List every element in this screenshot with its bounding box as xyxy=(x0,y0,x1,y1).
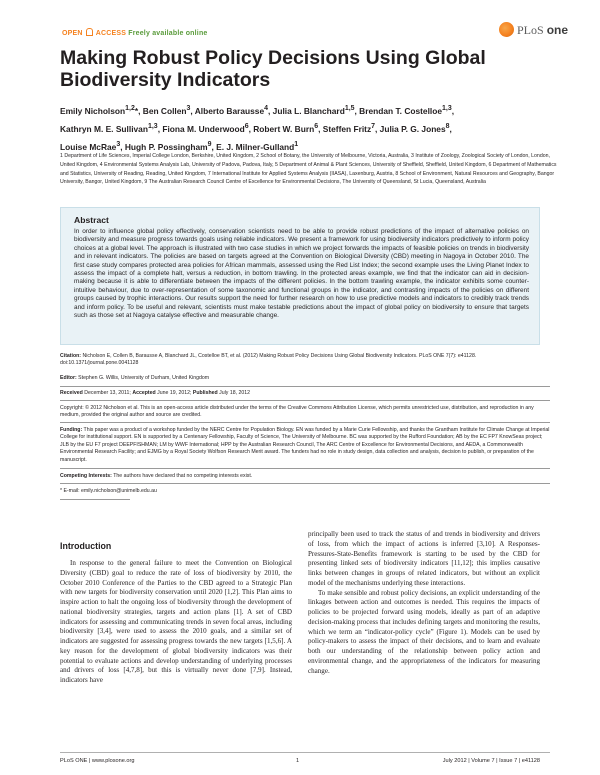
freely-available-label: Freely available online xyxy=(128,30,208,37)
copyright: Copyright: © 2012 Nicholson et al. This is an open-access article distributed under the terms of the Creative Commons Attribution License, which permits unrestricted use, distribution, and reproduction in any medium, provided the original author and source are credited. xyxy=(60,405,534,419)
citation: Citation: Nicholson E, Collen B, Barausse A, Blanchard JL, Costelloe BT, et al. (2012) Making Robust Policy Decisions Using Global Biodiversity Indicators. PLoS ONE 7(7): e41128. doi:10.1371/journal.pone.0041128 xyxy=(60,353,477,367)
intro-paragraph-2: To make sensible and robust policy decisions, an explicit understanding of the linkages between action and outcomes is needed. This requires the impacts of policies to be projected forward using models, ideally as part of an adaptive decision-making process that includes defining targets and monitoring the results, which we term an “indicator-policy cycle” (Figure 1). Models can be used by policy-makers to assess the impact of their decisions, and to learn and evaluate both our understanding of the relationship between policy action and environmental change, and the appropriateness of the indicators for measuring change. xyxy=(308,588,540,675)
introduction-heading: Introduction xyxy=(60,541,112,551)
author-list: Emily Nicholson$^{1,2}$*, Ben Collen$^3$, Alberto Barausse$^4$, Julia L. Blanchard$^{1,5}$, Brendan T. Costelloe$^{1,3}$, Kathryn M. E. Sullivan$^{1,3}$, Fiona M. Underwood$^6$, Robert W. Burn$^6$, Steffen Fritz$^7$, Julia P. G. Jones$^8$, Louise McRae$^3$, Hugh P. Possingham$^9$, E. J. Milner-Gulland$^1$ xyxy=(60,105,455,152)
access-label: ACCESS xyxy=(95,30,127,37)
article-title: Making Robust Policy Decisions Using Global Biodiversity Indicators xyxy=(60,47,486,91)
open-access-banner xyxy=(62,28,208,37)
page-number: 1 xyxy=(296,758,300,764)
footer-issue: July 2012 | Volume 7 | Issue 7 | e41128 xyxy=(442,758,540,764)
introduction-column-2 xyxy=(308,530,540,676)
divider xyxy=(60,483,550,484)
divider xyxy=(60,499,130,500)
intro-paragraph-1: principally been used to track the status of and trends in biodiversity and drivers of loss, from which the impact of actions is inferred [3,10]. A Responses-Pressures-State-Benefits framework is starting to be used by the CBD for presenting linked sets of biodiversity indicators [11,12]; this implies causative links between changes in groups of related indicators, but without an explicit model of the mechanisms underlying these interactions. xyxy=(308,530,540,587)
footer-journal[interactable]: PLoS ONE | www.plosone.org xyxy=(60,758,135,764)
divider xyxy=(60,422,550,423)
footer-divider xyxy=(60,752,550,753)
dates: Received December 13, 2011; Accepted June 19, 2012; Published July 18, 2012 xyxy=(60,390,251,396)
editor: Editor: Stephen G. Willis, University of Durham, United Kingdom xyxy=(60,375,210,381)
affiliations: 1 Department of Life Sciences, Imperial College London, Berkshire, United Kingdom, 2 School of Botany, the University of Melbourne, Victoria, Australia, 3 Institute of Zoology, Zoological Society of London, London, United Kingdom, 4 Environmental Systems Analysis Lab, University of Padova, Padova, Italy, 5 Department of Animal & Plant Sciences, University of Sheffield, Sheffield, United Kingdom, 6 Department of Mathematics and Statistics, University of Reading, Reading, United Kingdom, 7 International Institute for Applied Systems Analysis (IIASA), Laxenburg, Austria, 8 School of Environment, Natural Resources and Geography, Bangor University, Bangor, United Kingdom, 9 The Australian Research Council Centre of Excellence for Environmental Decisions, The University of Queensland, St Lucia, Queensland, Australia xyxy=(60,153,557,186)
abstract-text: In order to influence global policy effectively, conservation scientists need to be able to provide robust predictions of the impact of alternative policies on biodiversity and measure progress towards goals using reliable indicators. We present a framework for using biodiversity indicators predictively to inform policy choices at a global level. The approach is illustrated with two case studies in which we project forwards the impacts of feasible policies on trends in biodiversity and in relevant indicators. The policies are based on targets agreed at the Convention on Biological Diversity (CBD) meeting in Nagoya in October 2010. The first case study compares protected area policies for African mammals, assessed using the Red List Index; the second example uses the Living Planet Index to assess the impact of a complete halt, versus a reduction, in bottom trawling. In the protected areas example, we find that the indicator can aid in decision-making because it is able to differentiate between the impacts of the different policies. In the bottom trawling example, the indicator exhibits some counter-intuitive behaviour, due to over-representation of some taxonomic and functional groups in the indicator, and contrasting impacts of the policies on different groups caused by trophic interactions. Our results support the need for further research on how to use predictive models and indicators to credibly track trends and inform policy. To be useful and relevant, scientists must make testable predictions about the impact of global policy on biodiversity to ensure that targets such as those set at Nagoya catalyse effective and measurable change. xyxy=(74,228,529,320)
email[interactable]: * E-mail: emily.nicholson@unimelb.edu.au xyxy=(60,488,157,494)
plos-one-logo xyxy=(499,20,569,40)
abstract-heading: Abstract xyxy=(74,215,109,225)
divider xyxy=(60,400,550,401)
open-lock-icon xyxy=(86,28,93,36)
logo-text: PLoS one xyxy=(517,23,569,37)
divider xyxy=(60,386,550,387)
plos-logo-icon xyxy=(499,22,514,37)
introduction-column-1: In response to the general failure to meet the Convention on Biological Diversity (CBD) goal to reduce the rate of loss of biodiversity by 2010, the October 2010 Conference of the Parties to the CBD agreed to a Strategic Plan with new targets for biodiversity conservation until 2020 [1,2]. This Plan aims to inspire action to halt the ongoing loss of biodiversity through the development of national biodiversity strategies, targets and action plans [1]. A set of CBD indicators for assessing and communicating trends in seven focal areas, including biodiversity [3,4], were used to assess the 2010 goals, and a similar set of indicators are suggested for assessing progress towards the new targets [1,5,6]. A key reason for the development of global biodiversity indicators was their potential to evaluate actions and develop understanding of underlying processes and drivers of loss [4,7,8], but this is virtually never done [7,9]. Instead, indicators have xyxy=(60,559,292,684)
funding: Funding: This paper was a product of a workshop funded by the NERC Centre for Population Biology. EN was funded by a Marie Curie Fellowship, and thanks the Grantham Institute for Climate Change at Imperial College for institutional support. EN is supported by a Centenary Fellowship, Faculty of Science, The University of Melbourne. BC was supported by the Rufford Foundation; AB by the EC FP7 KnowSeas project; JLB by the EU F7 project DEEPFISHMAN; LM by WWF International; HPP by the Australian Research Council, The ARC Centre of Excellence for Environmental Decisions, and AEDA, a Commonwealth Environmental Research Facility; and EJMG by a Royal Society Wolfson Research Merit award. The funders had no role in study design, data collection and analysis, decision to publish, or preparation of the manuscript. xyxy=(60,427,550,463)
open-label: OPEN xyxy=(62,30,83,37)
competing-interests: Competing Interests: The authors have declared that no competing interests exist. xyxy=(60,473,253,479)
divider xyxy=(60,468,550,469)
